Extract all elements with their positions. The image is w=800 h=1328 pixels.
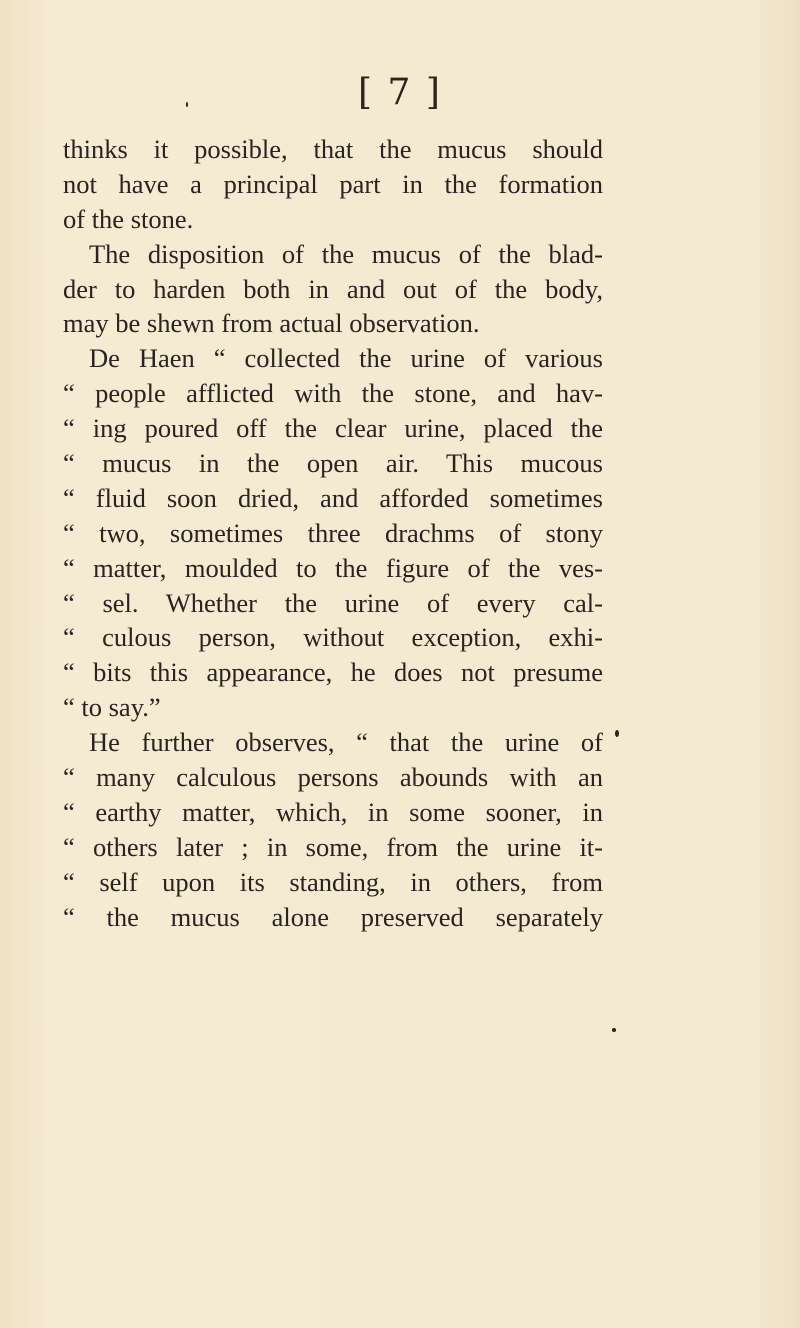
text-line: “ sel. Whether the urine of every cal- xyxy=(63,587,603,618)
ink-speck xyxy=(186,102,188,107)
ink-speck xyxy=(615,730,619,737)
text-line: “ fluid soon dried, and afforded sometimes xyxy=(63,482,603,513)
text-line: may be shewn from actual observation. xyxy=(63,308,480,339)
text-line: “ people afflicted with the stone, and hav- xyxy=(63,378,603,409)
text-line: The disposition of the mucus of the blad- xyxy=(89,238,603,269)
text-line: “ matter, moulded to the figure of the ves- xyxy=(63,552,603,583)
text-line: “ the mucus alone preserved separately xyxy=(63,901,603,932)
text-line: “ to say.” xyxy=(63,692,161,723)
text-line: “ mucus in the open air. This mucous xyxy=(63,448,603,479)
body-text xyxy=(63,132,603,934)
text-line: thinks it possible, that the mucus should xyxy=(63,134,603,164)
text-line: not have a principal part in the formation xyxy=(63,168,603,199)
text-line: He further observes, “ that the urine of xyxy=(89,727,603,758)
text-line: of the stone. xyxy=(63,203,194,234)
text-line: “ culous person, without exception, exhi- xyxy=(63,622,603,653)
text-line: der to harden both in and out of the body, xyxy=(63,273,603,304)
page-number: [ 7 ] xyxy=(358,72,442,113)
text-line: “ others later ; in some, from the urine it- xyxy=(63,831,603,862)
text-line: “ two, sometimes three drachms of stony xyxy=(63,517,603,548)
text-line: “ many calculous persons abounds with an xyxy=(63,762,603,793)
text-line: “ earthy matter, which, in some sooner, in xyxy=(63,796,603,827)
text-line: “ ing poured off the clear urine, placed the xyxy=(63,413,603,444)
ink-speck xyxy=(612,1028,616,1032)
text-line: “ self upon its standing, in others, from xyxy=(63,866,603,897)
text-line: De Haen “ collected the urine of various xyxy=(89,343,603,374)
text-line: “ bits this appearance, he does not presume xyxy=(63,657,603,688)
